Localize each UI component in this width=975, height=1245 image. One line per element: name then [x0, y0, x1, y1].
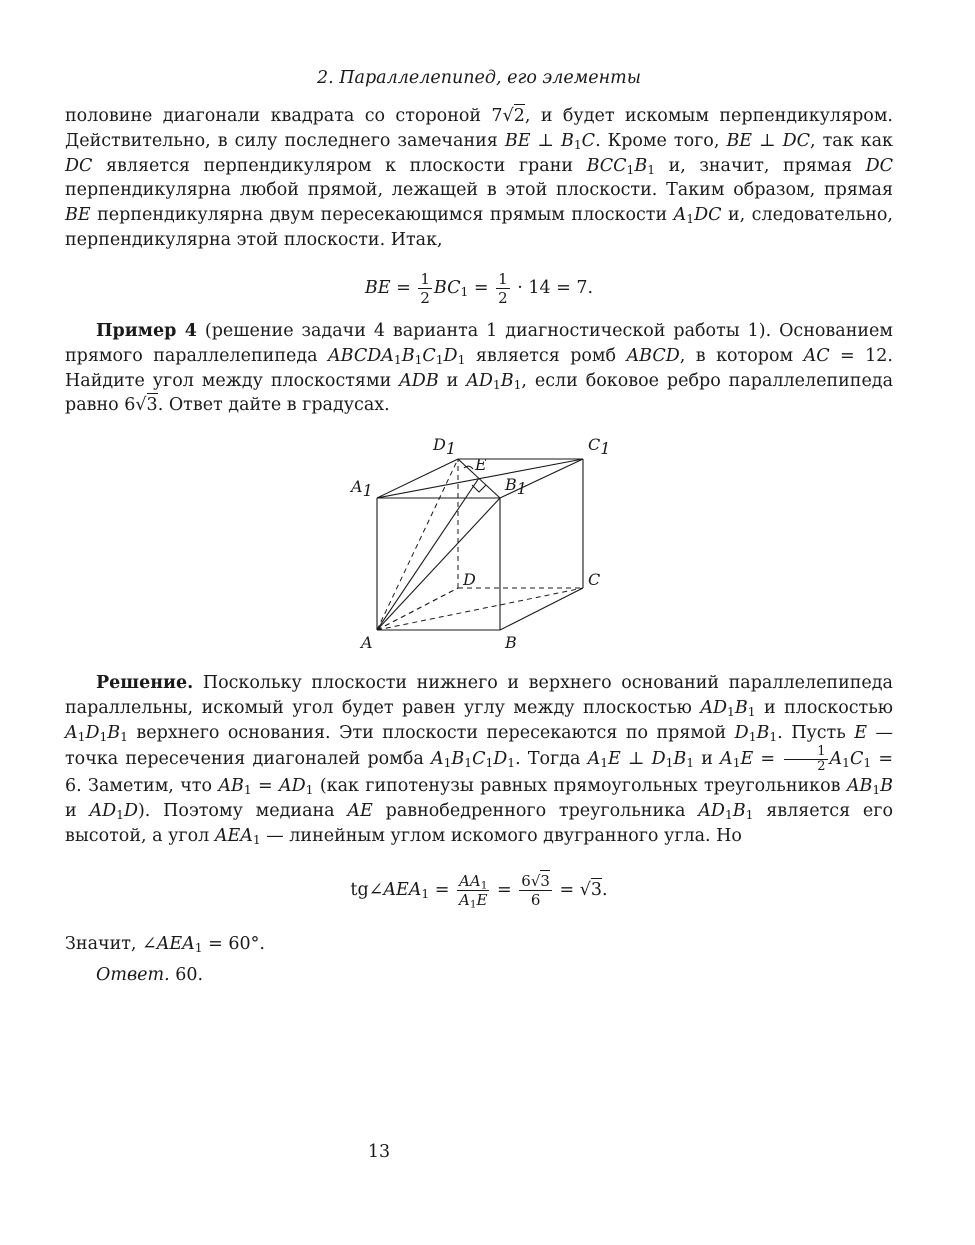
sqrt-3: √3	[579, 880, 603, 900]
var-be: BE	[504, 130, 531, 151]
text: — линейным углом искомого двугранного угла. Но	[260, 825, 742, 846]
var: C	[581, 130, 596, 151]
denominator: 2	[420, 289, 430, 307]
subscript: 1	[769, 729, 778, 744]
var-dc: DC	[782, 130, 811, 151]
var-dc: DC	[865, 155, 893, 176]
text: , так как	[810, 130, 893, 151]
var: ABCDA	[328, 345, 394, 366]
conclusion-line	[65, 932, 893, 957]
subscript: 1	[464, 756, 473, 771]
formula-tg	[65, 872, 893, 909]
text: Основанием прямого параллелепипеда	[65, 321, 894, 366]
var: A	[430, 749, 444, 770]
fraction	[519, 872, 552, 909]
text: . Кроме того,	[595, 130, 727, 151]
var: A	[829, 749, 843, 770]
text: · 14 = 7.	[511, 278, 594, 298]
text: — точка пересечения диагоналей ромба	[65, 722, 893, 770]
var: A	[65, 722, 78, 743]
subscript: 1	[513, 377, 522, 392]
text: ). Поэтому медиана	[137, 801, 348, 822]
text: и	[438, 370, 467, 391]
text: . Пусть	[777, 722, 855, 743]
text: верхнего основания. Эти плоскости пересекаются по прямой	[127, 722, 735, 743]
subscript: 1	[460, 285, 469, 300]
subscript: 1	[686, 756, 695, 771]
segment-ab1	[377, 498, 500, 630]
var: B	[673, 749, 687, 770]
var: D	[734, 722, 749, 743]
answer-label: Ответ.	[96, 965, 170, 985]
subscript: 1	[745, 808, 754, 823]
label-b1: B1	[505, 475, 527, 498]
answer-line	[65, 963, 893, 988]
var: A	[458, 891, 470, 909]
var: B	[756, 722, 770, 743]
label-b: B	[505, 633, 517, 652]
subscript: 1	[686, 212, 695, 227]
segment-ae	[377, 478, 479, 630]
equals: =	[390, 278, 417, 298]
var: AE	[347, 801, 373, 822]
var: C	[472, 749, 486, 770]
subscript: 1	[747, 704, 756, 719]
subscript: 1	[485, 756, 494, 771]
text: , и будет искомым перпендикуляром. Действительно, в силу последнего замечания	[65, 106, 893, 151]
radicand: 3	[590, 880, 603, 900]
radicand: 2	[513, 106, 525, 126]
perp-symbol: ⊥	[752, 130, 783, 151]
var: C	[849, 749, 864, 770]
var: B	[734, 697, 748, 718]
equals: =	[753, 749, 783, 770]
subscript: 1	[252, 833, 261, 848]
var: E	[854, 722, 868, 743]
solution-title: Решение.	[96, 673, 194, 693]
text: . Тогда	[515, 749, 588, 770]
subscript: 1	[116, 808, 124, 823]
subscript: 1	[457, 352, 466, 367]
sqrt-3: √3	[135, 395, 158, 416]
subscript: 1	[480, 879, 488, 892]
var: AEA	[156, 934, 195, 954]
var: D	[651, 749, 666, 770]
equals: =	[468, 278, 495, 298]
text: и, следовательно, перпендикулярна этой плоскости. Итак,	[65, 205, 893, 250]
example-title: Пример 4	[96, 321, 197, 341]
text: (решение задачи 4 варианта 1 диагностической работы 1).	[196, 321, 780, 341]
text: = 60°.	[202, 934, 265, 954]
var: B	[451, 749, 465, 770]
var: AD	[466, 370, 493, 391]
label-e: E	[475, 455, 487, 474]
text: перпендикулярна двум пересекающимся прямым плоскости	[90, 205, 674, 226]
formula-be	[65, 270, 893, 307]
subscript: 1	[626, 162, 635, 177]
text: = 6. Заметим, что	[65, 749, 893, 797]
sqrt-2: √2	[502, 106, 525, 126]
diag-ac-base-hidden	[377, 588, 583, 630]
var: E	[476, 891, 488, 909]
page-number: 13	[367, 1142, 391, 1162]
var: AB	[846, 776, 873, 797]
subscript: 1	[748, 729, 757, 744]
edge-bc	[500, 588, 583, 630]
subscript: 1	[243, 783, 252, 798]
angle-symbol: ∠	[142, 934, 157, 954]
var: D	[123, 801, 138, 822]
denominator: 2	[498, 289, 508, 307]
fraction	[784, 745, 827, 774]
var: AC	[803, 345, 830, 366]
equals: =	[553, 880, 580, 900]
radicand: 3	[540, 872, 550, 890]
running-head: 2. Параллелепипед, его элементы	[317, 68, 641, 88]
subscript: 1	[305, 783, 314, 798]
text: является ромб	[465, 345, 627, 366]
text: . Ответ дайте в градусах.	[157, 395, 390, 416]
var: B	[107, 722, 121, 743]
subscript: 1	[469, 898, 477, 911]
denominator: 6	[530, 891, 541, 909]
text: и плоскостью	[755, 697, 893, 718]
var: B	[732, 801, 746, 822]
solution-paragraph	[65, 671, 893, 849]
numerator: 1	[784, 745, 827, 760]
var: A	[720, 749, 733, 770]
numerator: 1	[420, 270, 430, 288]
var: C	[422, 345, 436, 366]
var: AD	[279, 776, 306, 797]
tg: tg	[350, 880, 369, 900]
radicand: 3	[146, 395, 158, 416]
subscript: 1	[842, 756, 850, 771]
var: AB	[218, 776, 244, 797]
text: Поскольку плоскости нижнего и верхнего оснований параллелепипеда параллельны, искомый угол будет равен углу между плоскостью	[65, 673, 893, 718]
var: D	[443, 345, 458, 366]
var-dc: DC	[65, 155, 93, 176]
var: AA	[459, 872, 481, 890]
text: и	[65, 801, 90, 822]
text: половине диагонали квадрата со стороной 7	[65, 106, 503, 126]
diag-ac-hidden	[377, 588, 458, 630]
label-c1: C1	[588, 435, 611, 458]
fraction	[457, 872, 489, 909]
var: D	[85, 722, 100, 743]
subscript: 1	[194, 941, 203, 956]
label-a1: A1	[351, 477, 373, 500]
subscript: 1	[99, 729, 108, 744]
var: AEA	[383, 880, 422, 900]
text: и	[694, 749, 721, 770]
var: BCC	[586, 155, 627, 176]
subscript: 1	[414, 352, 423, 367]
label-a: A	[361, 633, 373, 652]
var: AD	[89, 801, 117, 822]
var: BC	[433, 278, 461, 298]
var: ABCD	[626, 345, 680, 366]
example-paragraph	[65, 319, 893, 418]
subscript: 1	[573, 137, 582, 152]
subscript: 1	[863, 756, 872, 771]
edge-a1d1	[377, 459, 458, 498]
text: , если боковое ребро параллелепипеда равно 6	[65, 370, 894, 416]
figure-svg	[345, 428, 645, 658]
text: равнобедренного треугольника	[372, 801, 699, 822]
var: AD	[700, 697, 728, 718]
subscript: 1	[443, 756, 452, 771]
equals: =	[251, 776, 279, 797]
text: является его высотой, а угол	[65, 801, 893, 846]
paragraph-1	[65, 104, 893, 253]
var: B	[500, 370, 514, 391]
var-be: BE	[726, 130, 753, 151]
var: A	[673, 205, 687, 226]
subscript: 1	[507, 756, 516, 771]
numerator	[457, 872, 489, 891]
label-c: C	[588, 570, 601, 589]
label-d: D	[463, 570, 476, 589]
angle-symbol: ∠	[368, 880, 384, 900]
period: .	[602, 880, 608, 900]
denominator: 2	[817, 759, 826, 775]
denominator	[457, 891, 489, 909]
text: = 12. Найдите угол между плоскостями	[65, 345, 893, 391]
text: и, значит, прямая	[655, 155, 866, 176]
var: AEA	[214, 825, 253, 846]
subscript: 1	[421, 887, 430, 902]
var: E	[608, 749, 621, 770]
var-be: BE	[65, 205, 91, 226]
var: A	[587, 749, 601, 770]
var: B	[401, 345, 415, 366]
subscript: 1	[393, 352, 402, 367]
perp-symbol: ⊥	[530, 130, 561, 151]
subscript: 1	[435, 352, 444, 367]
subscript: 1	[120, 729, 128, 744]
subscript: 1	[872, 783, 881, 798]
parallelepiped-figure	[345, 428, 645, 658]
fraction	[496, 270, 510, 307]
perp-symbol: ⊥	[620, 749, 652, 770]
label-d1: D1	[433, 435, 457, 458]
subscript: 1	[600, 756, 608, 771]
subscript: 1	[77, 729, 86, 744]
text: (как гипотенузы равных прямоугольных треугольников	[313, 776, 847, 797]
var: B	[880, 776, 893, 797]
var: AD	[698, 801, 725, 822]
text: перпендикулярна любой прямой, лежащей в этой плоскости. Таким образом, прямая	[65, 180, 893, 201]
coef: 6	[521, 872, 531, 890]
subscript: 1	[647, 162, 656, 177]
var: D	[493, 749, 508, 770]
var: B	[561, 130, 574, 151]
text: Значит,	[65, 934, 143, 954]
var: DC	[694, 205, 722, 226]
equals: =	[429, 880, 455, 900]
numerator: 1	[498, 270, 508, 288]
answer-value: 60.	[169, 965, 204, 985]
subscript: 1	[732, 756, 741, 771]
var: B	[634, 155, 648, 176]
subscript: 1	[665, 756, 674, 771]
fraction	[418, 270, 432, 307]
subscript: 1	[492, 377, 501, 392]
var: ADB	[399, 370, 439, 391]
subscript: 1	[724, 808, 733, 823]
text: , в котором	[679, 345, 804, 366]
numerator	[519, 872, 552, 891]
page	[65, 0, 893, 1245]
sqrt-3: √3	[530, 872, 550, 890]
var: BE	[364, 278, 391, 298]
text: является перпендикуляром к плоскости грани	[92, 155, 587, 176]
subscript: 1	[727, 704, 735, 719]
equals: =	[491, 880, 518, 900]
var: E	[740, 749, 754, 770]
